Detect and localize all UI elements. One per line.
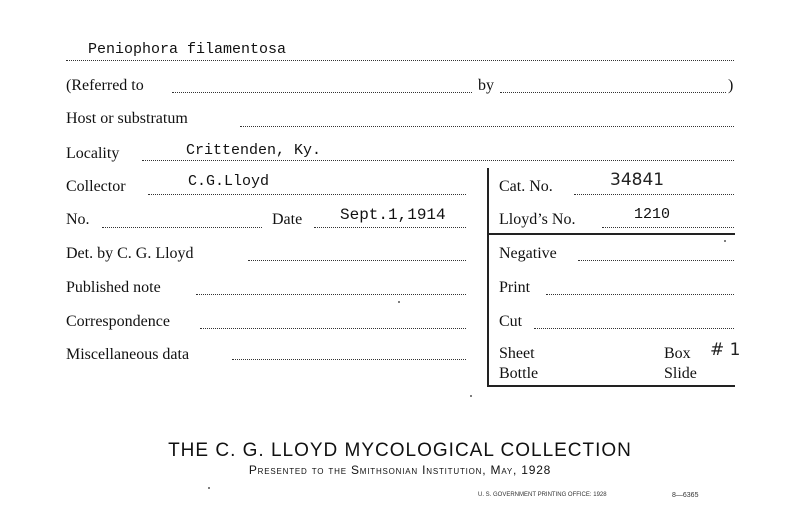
locality-value: Crittenden, Ky. — [186, 142, 322, 159]
box-label: Box — [664, 345, 691, 362]
number-label: No. — [66, 211, 90, 228]
referred-by-label: by — [478, 77, 494, 94]
print-label: Print — [499, 279, 531, 296]
correspondence-rule — [200, 328, 466, 329]
speck — [398, 301, 400, 303]
slide-label: Slide — [664, 365, 697, 382]
speck — [724, 240, 726, 242]
speck — [470, 395, 472, 397]
referred-close: ) — [728, 77, 734, 94]
lloyds-no-value: 1210 — [634, 206, 671, 223]
cat-no-value: 34841 — [610, 170, 665, 190]
published-label: Published note — [66, 279, 161, 296]
species-rule — [66, 60, 734, 61]
cut-rule — [534, 328, 734, 329]
sheet-label: Sheet — [499, 345, 535, 362]
lloyds-no-label: Lloyd’s No. — [499, 211, 576, 228]
det-label: Det. by C. G. Lloyd — [66, 245, 194, 262]
misc-rule — [232, 359, 466, 360]
lloyds-no-rule — [602, 227, 734, 228]
box-left-border — [487, 168, 489, 386]
collector-label: Collector — [66, 178, 126, 195]
number-rule — [102, 227, 262, 228]
negative-label: Negative — [499, 245, 557, 262]
referred-label: (Referred to — [66, 77, 144, 94]
box-divider — [487, 233, 735, 235]
collector-value: C.G.Lloyd — [188, 173, 270, 190]
form-number: 8—6365 — [672, 492, 699, 499]
speck — [208, 487, 210, 489]
box-bottom-border — [487, 385, 735, 387]
locality-rule — [142, 160, 734, 161]
cat-no-rule — [574, 194, 734, 195]
printing-office-imprint: U. S. GOVERNMENT PRINTING OFFICE: 1928 — [478, 492, 607, 498]
cat-no-label: Cat. No. — [499, 178, 553, 195]
correspondence-label: Correspondence — [66, 313, 170, 330]
det-rule — [248, 260, 466, 261]
date-rule — [314, 227, 466, 228]
cut-label: Cut — [499, 313, 523, 330]
collector-rule — [148, 194, 466, 195]
host-label: Host or substratum — [66, 110, 188, 127]
misc-label: Miscellaneous data — [66, 346, 190, 363]
species-name: Peniophora filamentosa — [88, 41, 287, 58]
collection-subtitle: Presented to the Smithsonian Institution, May, 1928 — [248, 463, 552, 477]
date-value: Sept.1,1914 — [340, 206, 446, 224]
print-rule — [546, 294, 734, 295]
bottle-label: Bottle — [499, 365, 539, 382]
box-value: # 1 — [710, 340, 741, 360]
published-rule — [196, 294, 466, 295]
negative-rule — [578, 260, 734, 261]
locality-label: Locality — [66, 145, 120, 162]
referred-by-rule — [500, 92, 726, 93]
referred-rule — [172, 92, 472, 93]
host-rule — [240, 126, 734, 127]
date-label: Date — [272, 211, 303, 228]
collection-title: THE C. G. LLOYD MYCOLOGICAL COLLECTION — [168, 440, 632, 461]
